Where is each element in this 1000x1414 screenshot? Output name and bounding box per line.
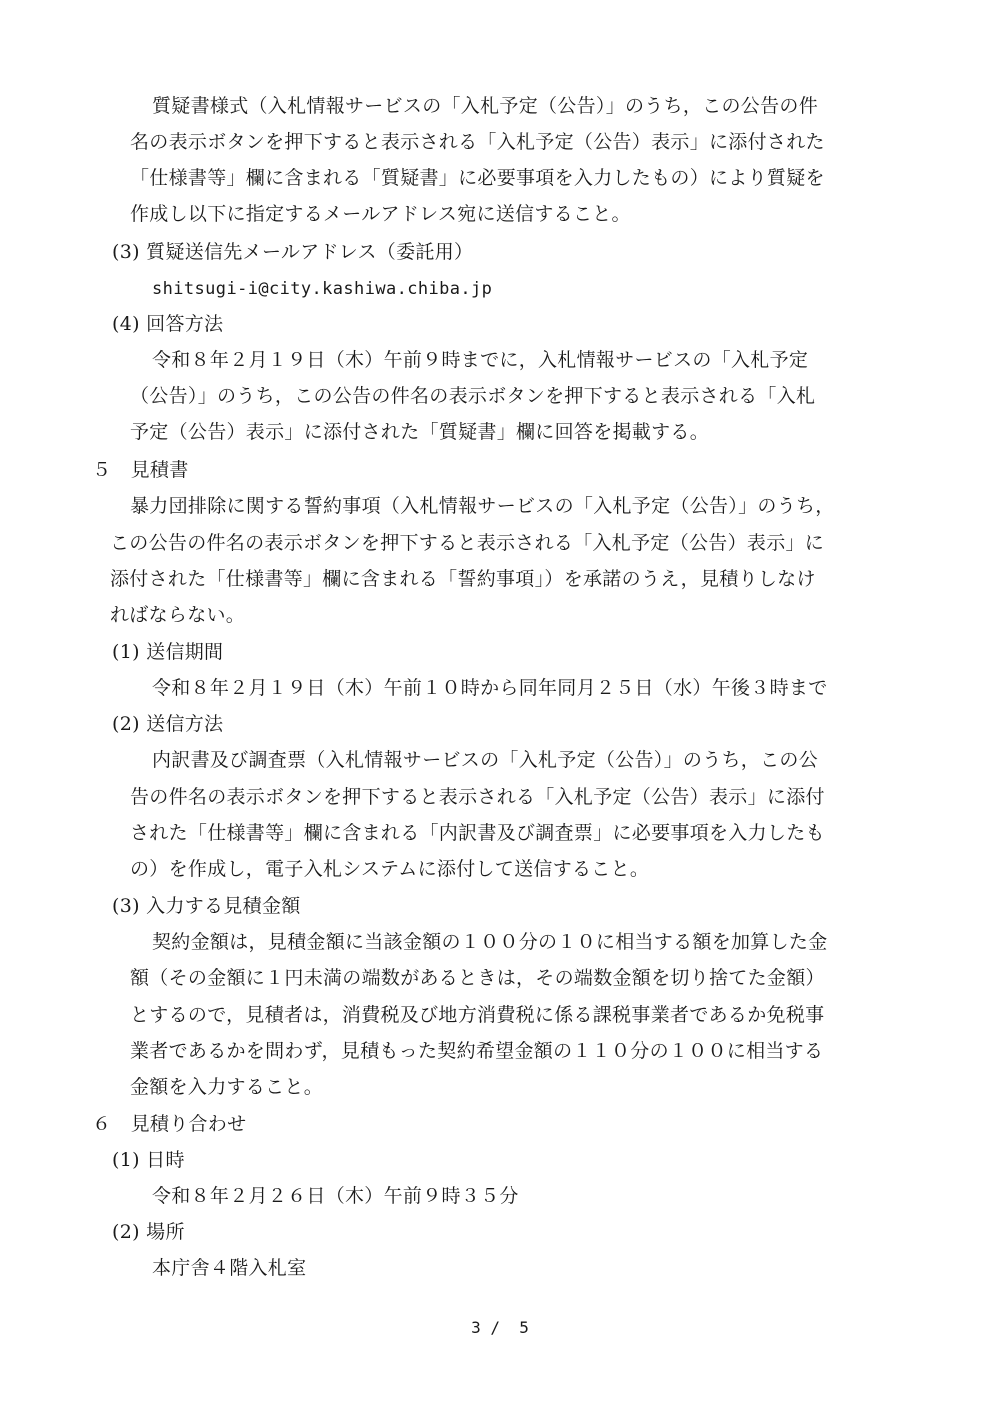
email-address: shitsugi-i@city.kashiwa.chiba.jp: [152, 279, 493, 299]
paragraph-line: 額（その金額に１円未満の端数があるときは，その端数金額を切り捨てた金額）: [130, 967, 825, 989]
item-heading: (1) 日時: [112, 1149, 185, 1171]
item-heading: (2) 場所: [112, 1221, 185, 1243]
paragraph-line: この公告の件名の表示ボタンを押下すると表示される「入札予定（公告）表示」に: [110, 532, 825, 554]
item-heading: (3) 入力する見積金額: [112, 895, 301, 917]
section-heading: ６ 見積り合わせ: [92, 1113, 247, 1135]
paragraph-line: 令和８年２月２６日（木）午前９時３５分: [152, 1185, 519, 1207]
paragraph-line: 告の件名の表示ボタンを押下すると表示される「入札予定（公告）表示」に添付: [130, 786, 825, 808]
paragraph-line: 金額を入力すること。: [130, 1076, 324, 1098]
paragraph-line: 本庁舎４階入札室: [152, 1257, 307, 1279]
paragraph-line: 業者であるかを問わず，見積もった契約希望金額の１１０分の１００に相当する: [130, 1040, 824, 1062]
paragraph-line: 契約金額は，見積金額に当該金額の１００分の１０に相当する額を加算した金: [152, 931, 828, 953]
item-heading: (3) 質疑送信先メールアドレス（委託用）: [112, 241, 474, 263]
paragraph-line: 内訳書及び調査票（入札情報サービスの「入札予定（公告）」のうち，この公: [152, 749, 819, 771]
paragraph-line: された「仕様書等」欄に含まれる「内訳書及び調査票」に必要事項を入力したも: [130, 822, 825, 844]
section-heading: ５ 見積書: [92, 459, 189, 481]
paragraph-line: とするので，見積者は，消費税及び地方消費税に係る課税事業者であるか免税事: [130, 1004, 825, 1026]
item-heading: (2) 送信方法: [112, 713, 224, 735]
page-number: 3 / 5: [471, 1318, 529, 1337]
paragraph-line: 令和８年２月１９日（木）午前９時までに，入札情報サービスの「入札予定: [152, 349, 809, 371]
paragraph-line: 作成し以下に指定するメールアドレス宛に送信すること。: [130, 203, 631, 225]
item-heading: (4) 回答方法: [112, 313, 224, 335]
paragraph-line: （公告）」のうち，この公告の件名の表示ボタンを押下すると表示される「入札: [130, 385, 816, 407]
paragraph-line: 暴力団排除に関する誓約事項（入札情報サービスの「入札予定（公告）」のうち，: [130, 495, 835, 517]
paragraph-line: 添付された「仕様書等」欄に含まれる「誓約事項」）を承諾のうえ，見積りしなけ: [110, 568, 816, 590]
paragraph-line: 名の表示ボタンを押下すると表示される「入札予定（公告）表示」に添付された: [130, 131, 825, 153]
paragraph-line: 予定（公告）表示」に添付された「質疑書」欄に回答を掲載する。: [130, 421, 710, 443]
paragraph-line: ればならない。: [110, 604, 246, 626]
item-heading: (1) 送信期間: [112, 641, 224, 663]
paragraph-line: 質疑書様式（入札情報サービスの「入札予定（公告）」のうち，この公告の件: [152, 95, 819, 117]
paragraph-line: の）を作成し，電子入札システムに添付して送信すること。: [130, 858, 650, 880]
paragraph-line: 令和８年２月１９日（木）午前１０時から同年同月２５日（水）午後３時まで: [152, 677, 828, 699]
paragraph-line: 「仕様書等」欄に含まれる「質疑書」に必要事項を入力したもの）により質疑を: [130, 167, 825, 189]
